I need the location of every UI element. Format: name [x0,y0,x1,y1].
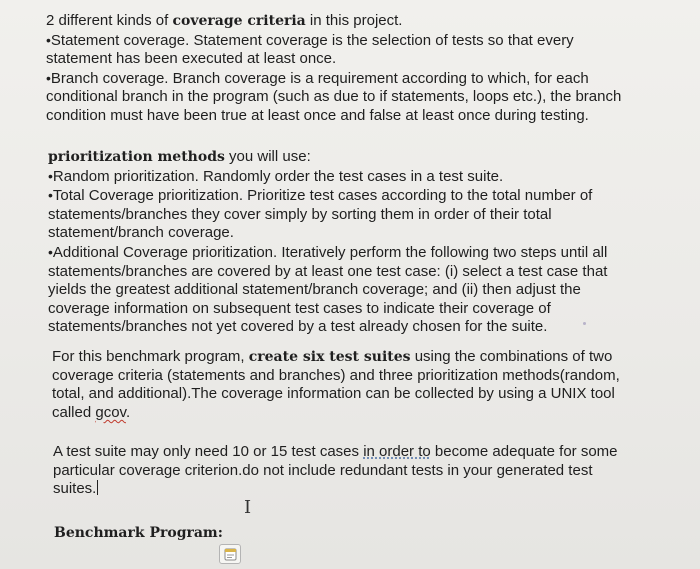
branch-coverage-item: •Branch coverage. Branch coverage is a requirement according to which, for each [46,69,589,87]
benchmark-instructions-section: For this benchmark program, create six test suites using the combinations of two coverage criteria (statements and branches) and three prioritization methods(random, total, and additional).The coverage information can be collected by using a UNIX tool called gcov. [52,348,620,421]
benchmark-program-heading: Benchmark Program: [54,525,223,541]
prioritization-intro: prioritization methods you will use: [48,148,311,165]
editable-text-line[interactable]: suites. [53,480,97,498]
bullet: • [46,31,51,48]
file-attachment-icon[interactable] [219,544,241,564]
additional-prioritization-item: •Additional Coverage prioritization. Iteratively perform the following two steps until all [48,243,608,261]
random-prioritization-item: •Random prioritization. Randomly order the test cases in a test suite. [48,167,504,185]
prioritization-methods-term: prioritization methods [48,149,225,165]
bullet: • [48,167,53,184]
total-prioritization-item: •Total Coverage prioritization. Prioritize test cases according to the total number of [48,187,593,205]
in-order-to-grammar-hint[interactable]: in order to [363,443,431,460]
coverage-intro: 2 different kinds of coverage criteria in this project. [46,12,403,29]
coverage-criteria-term: coverage criteria [172,13,306,29]
coverage-criteria-section: 2 different kinds of coverage criteria in this project. •Statement coverage. Statement coverage is the selection of tests so that every statement has been executed at least once. •Branch coverage. Branch coverage is a requirement according to which, for each conditional branch in the program (such as due to if statements, loops etc.), the branch condition must have been true at least once and false at least once during testing. [46,12,666,126]
benchmark-program-section [54,524,674,543]
bullet: • [46,69,51,86]
gcov-spellcheck-word[interactable]: gcov [95,403,126,421]
test-suite-note-section: A test suite may only need 10 or 15 test cases in order to become adequate for some particular coverage criterion.do not include redundant tests in your generated test suites. [53,443,673,499]
bullet: • [48,243,53,260]
stray-dot [583,322,586,325]
create-six-test-suites-term: create six test suites [248,349,411,365]
bullet: • [48,187,53,204]
statement-coverage-item: •Statement coverage. Statement coverage is the selection of tests so that every [46,31,574,49]
text-caret [97,480,98,495]
text-cursor-ibeam-icon: I [244,497,252,518]
prioritization-section: prioritization methods you will use: •Random prioritization. Randomly order the test cases in a test suite. •Total Coverage prioritization. Prioritize test cases according to the total number of statements/branches they cover simply by sorting them in order of their total statement/branch coverage. •Additional Coverage prioritization. Iteratively perform the following two steps until all statements/branches are covered by at least one test case: (i) select a test case that yields the greatest additional statement/branch coverage; and (ii) then adjust the coverage information on subsequent test cases to indicate their coverage of statements/branches not yet covered by a test already chosen for the suite. [48,148,668,337]
